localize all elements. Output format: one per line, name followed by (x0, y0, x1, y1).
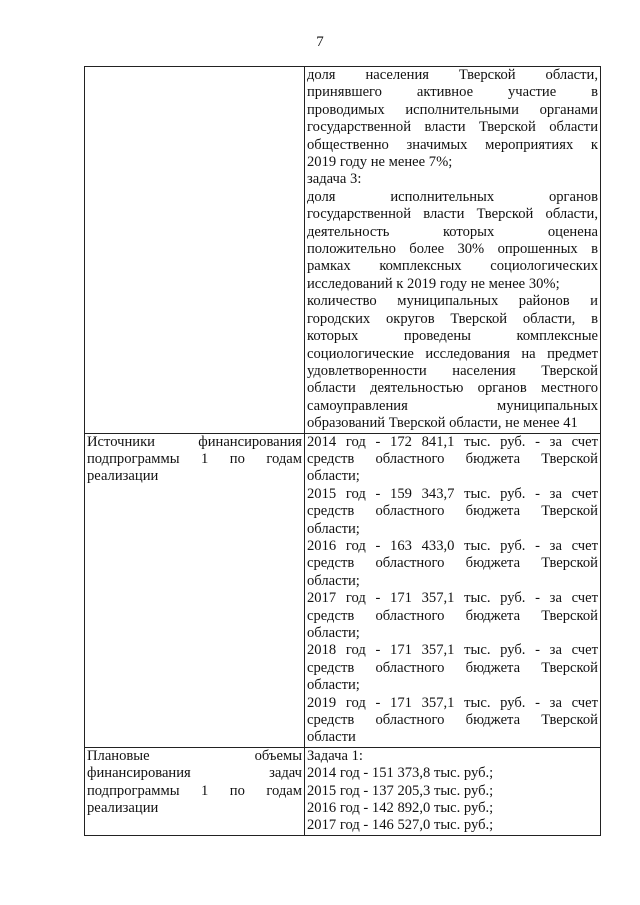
parameter-value-cell (305, 433, 601, 747)
parameter-value-cell (305, 747, 601, 835)
text-line: области; (307, 625, 360, 641)
text-line: области; (307, 520, 360, 537)
text-line: средств областного бюджета Тверской (307, 450, 598, 467)
text-line: Источники финансирования (87, 433, 302, 450)
text-line: 2018 год - 171 357,1 тыс. руб. - за счет (307, 642, 598, 659)
text-line: проводимых исполнительными органами (307, 101, 598, 118)
table-row (85, 433, 601, 747)
text-line: 2017 год - 171 357,1 тыс. руб. - за счет (307, 590, 598, 607)
text-line: 2017 год - 146 527,0 тыс. руб.; (307, 817, 494, 834)
text-line: государственной власти Тверской области (307, 119, 598, 136)
parameter-name-cell (85, 747, 305, 835)
parameter-name-cell (85, 433, 305, 747)
text-line: 2019 году не менее 7%; (307, 154, 453, 171)
text-line: 2014 год - 172 841,1 тыс. руб. - за счет (307, 433, 598, 450)
text-line: 2019 год - 171 357,1 тыс. руб. - за счет (307, 694, 598, 711)
text-line: доля исполнительных органов (307, 188, 598, 205)
text-line: области; (307, 677, 360, 694)
text-line: области (307, 729, 356, 746)
text-line: которых проведены комплексные (307, 328, 598, 345)
text-line: реализации (87, 468, 159, 485)
text-line: Задача 1: (307, 747, 363, 764)
text-line: средств областного бюджета Тверской (307, 503, 598, 520)
text-line: Плановые объемы (87, 747, 302, 764)
text-line: рамках комплексных социологических (307, 258, 598, 275)
text-line: средств областного бюджета Тверской (307, 555, 598, 572)
text-line: 2016 год - 142 892,0 тыс. руб.; (307, 800, 494, 817)
text-line: деятельность которых оценена (307, 223, 598, 240)
text-line: реализации (87, 800, 159, 817)
text-line: области деятельностью органов местного (307, 380, 598, 397)
text-line: положительно более 30% опрошенных в (307, 241, 598, 258)
table-body (85, 67, 601, 836)
table-row (85, 747, 601, 835)
text-line: городских округов Тверской области, в (307, 310, 598, 327)
text-line: самоуправления муниципальных (307, 397, 598, 414)
text-line: исследований к 2019 году не менее 30%; (307, 275, 560, 292)
parameter-value-cell (305, 67, 601, 434)
text-line: принявшего активное участие в (307, 84, 598, 101)
text-line: финансирования задач (87, 765, 302, 782)
text-line: количество муниципальных районов и (307, 293, 598, 310)
parameter-name-cell (85, 67, 305, 434)
page-number: 7 (316, 34, 324, 50)
text-line: средств областного бюджета Тверской (307, 607, 598, 624)
text-line: общественно значимых мероприятиях к (307, 136, 598, 153)
text-line: государственной власти Тверской области, (307, 206, 598, 223)
program-passport-table (84, 66, 601, 836)
text-line: средств областного бюджета Тверской (307, 659, 598, 676)
text-line: 2015 год - 137 205,3 тыс. руб.; (307, 782, 494, 799)
text-line: области; (307, 468, 360, 485)
text-line: социологические исследования на предмет (307, 345, 598, 362)
text-line: 2016 год - 163 433,0 тыс. руб. - за счет (307, 537, 598, 554)
text-line: образований Тверской области, не менее 41 (307, 415, 578, 432)
text-line: 2014 год - 151 373,8 тыс. руб.; (307, 765, 494, 782)
text-line: подпрограммы 1 по годам (87, 450, 302, 467)
text-line: подпрограммы 1 по годам (87, 782, 302, 799)
text-line: средств областного бюджета Тверской (307, 712, 598, 729)
text-line: 2015 год - 159 343,7 тыс. руб. - за счет (307, 485, 598, 502)
text-line: удовлетворенности населения Тверской (307, 362, 598, 379)
text-line: задача 3: (307, 171, 362, 188)
text-line: области; (307, 572, 360, 589)
table-row (85, 67, 601, 434)
text-line: доля населения Тверской области, (307, 67, 598, 83)
